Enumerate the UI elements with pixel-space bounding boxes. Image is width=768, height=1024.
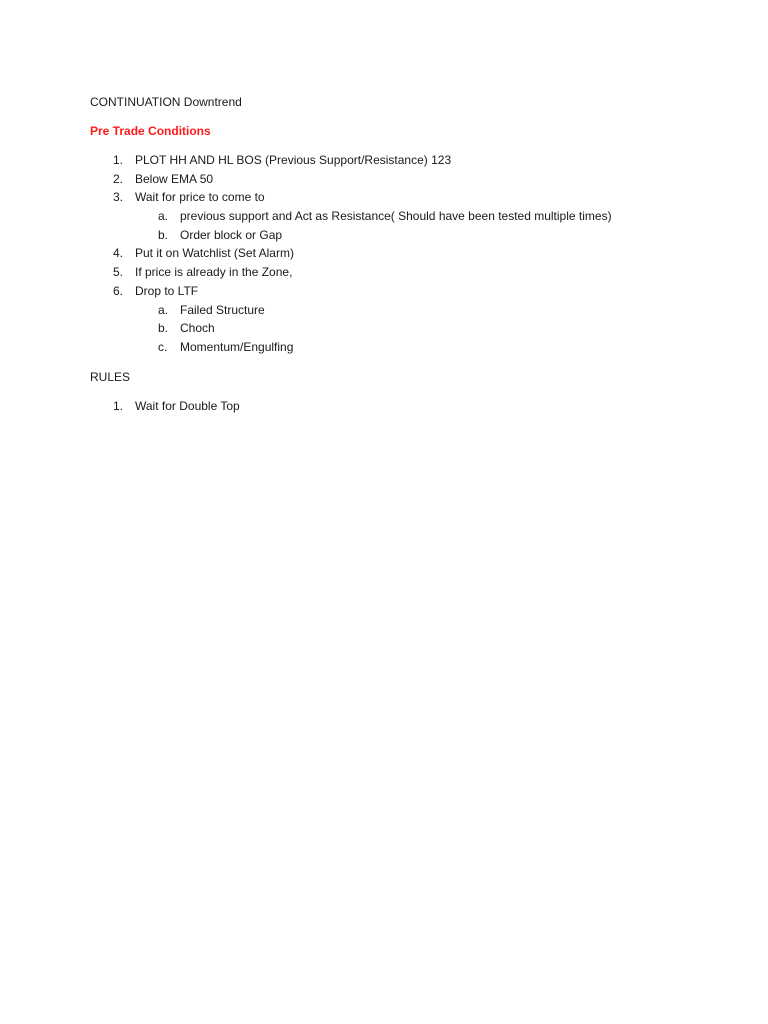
- sub-list-item-letter: b.: [158, 227, 169, 242]
- list-item-text: PLOT HH AND HL BOS (Previous Support/Resistance) 123: [135, 153, 452, 167]
- list-item-number: 6.: [113, 283, 124, 298]
- list-item-text: If price is already in the Zone,: [135, 265, 293, 280]
- list-item-number: 1.: [113, 399, 124, 413]
- pre-trade-conditions-heading: Pre Trade Conditions: [90, 124, 211, 138]
- sub-list-item-text: Failed Structure: [180, 302, 265, 317]
- list-item-number: 1.: [113, 153, 124, 167]
- list-item-number: 4.: [113, 246, 124, 261]
- list-item-text: Below EMA 50: [135, 171, 214, 186]
- document-title: CONTINUATION Downtrend: [90, 95, 242, 109]
- sub-list-item-letter: a.: [158, 302, 169, 317]
- list-item-text: Wait for Double Top: [135, 399, 240, 413]
- list-item-number: 2.: [113, 171, 124, 186]
- sub-list-item-letter: b.: [158, 321, 169, 336]
- list-item-text: Wait for price to come to: [135, 190, 265, 205]
- list-item-text: Drop to LTF: [135, 283, 199, 298]
- sub-list-item-text: Choch: [180, 321, 215, 336]
- sub-list-item-text: previous support and Act as Resistance( Should have been tested multiple times): [180, 209, 612, 224]
- sub-list-item-letter: c.: [158, 339, 168, 354]
- sub-list-item-text: Momentum/Engulfing: [180, 339, 294, 354]
- list-item-number: 5.: [113, 265, 124, 280]
- sub-list-item-letter: a.: [158, 209, 169, 224]
- sub-list-item-text: Order block or Gap: [180, 227, 283, 242]
- list-item-number: 3.: [113, 190, 124, 205]
- rules-heading: RULES: [90, 370, 131, 384]
- list-item-text: Put it on Watchlist (Set Alarm): [135, 246, 294, 261]
